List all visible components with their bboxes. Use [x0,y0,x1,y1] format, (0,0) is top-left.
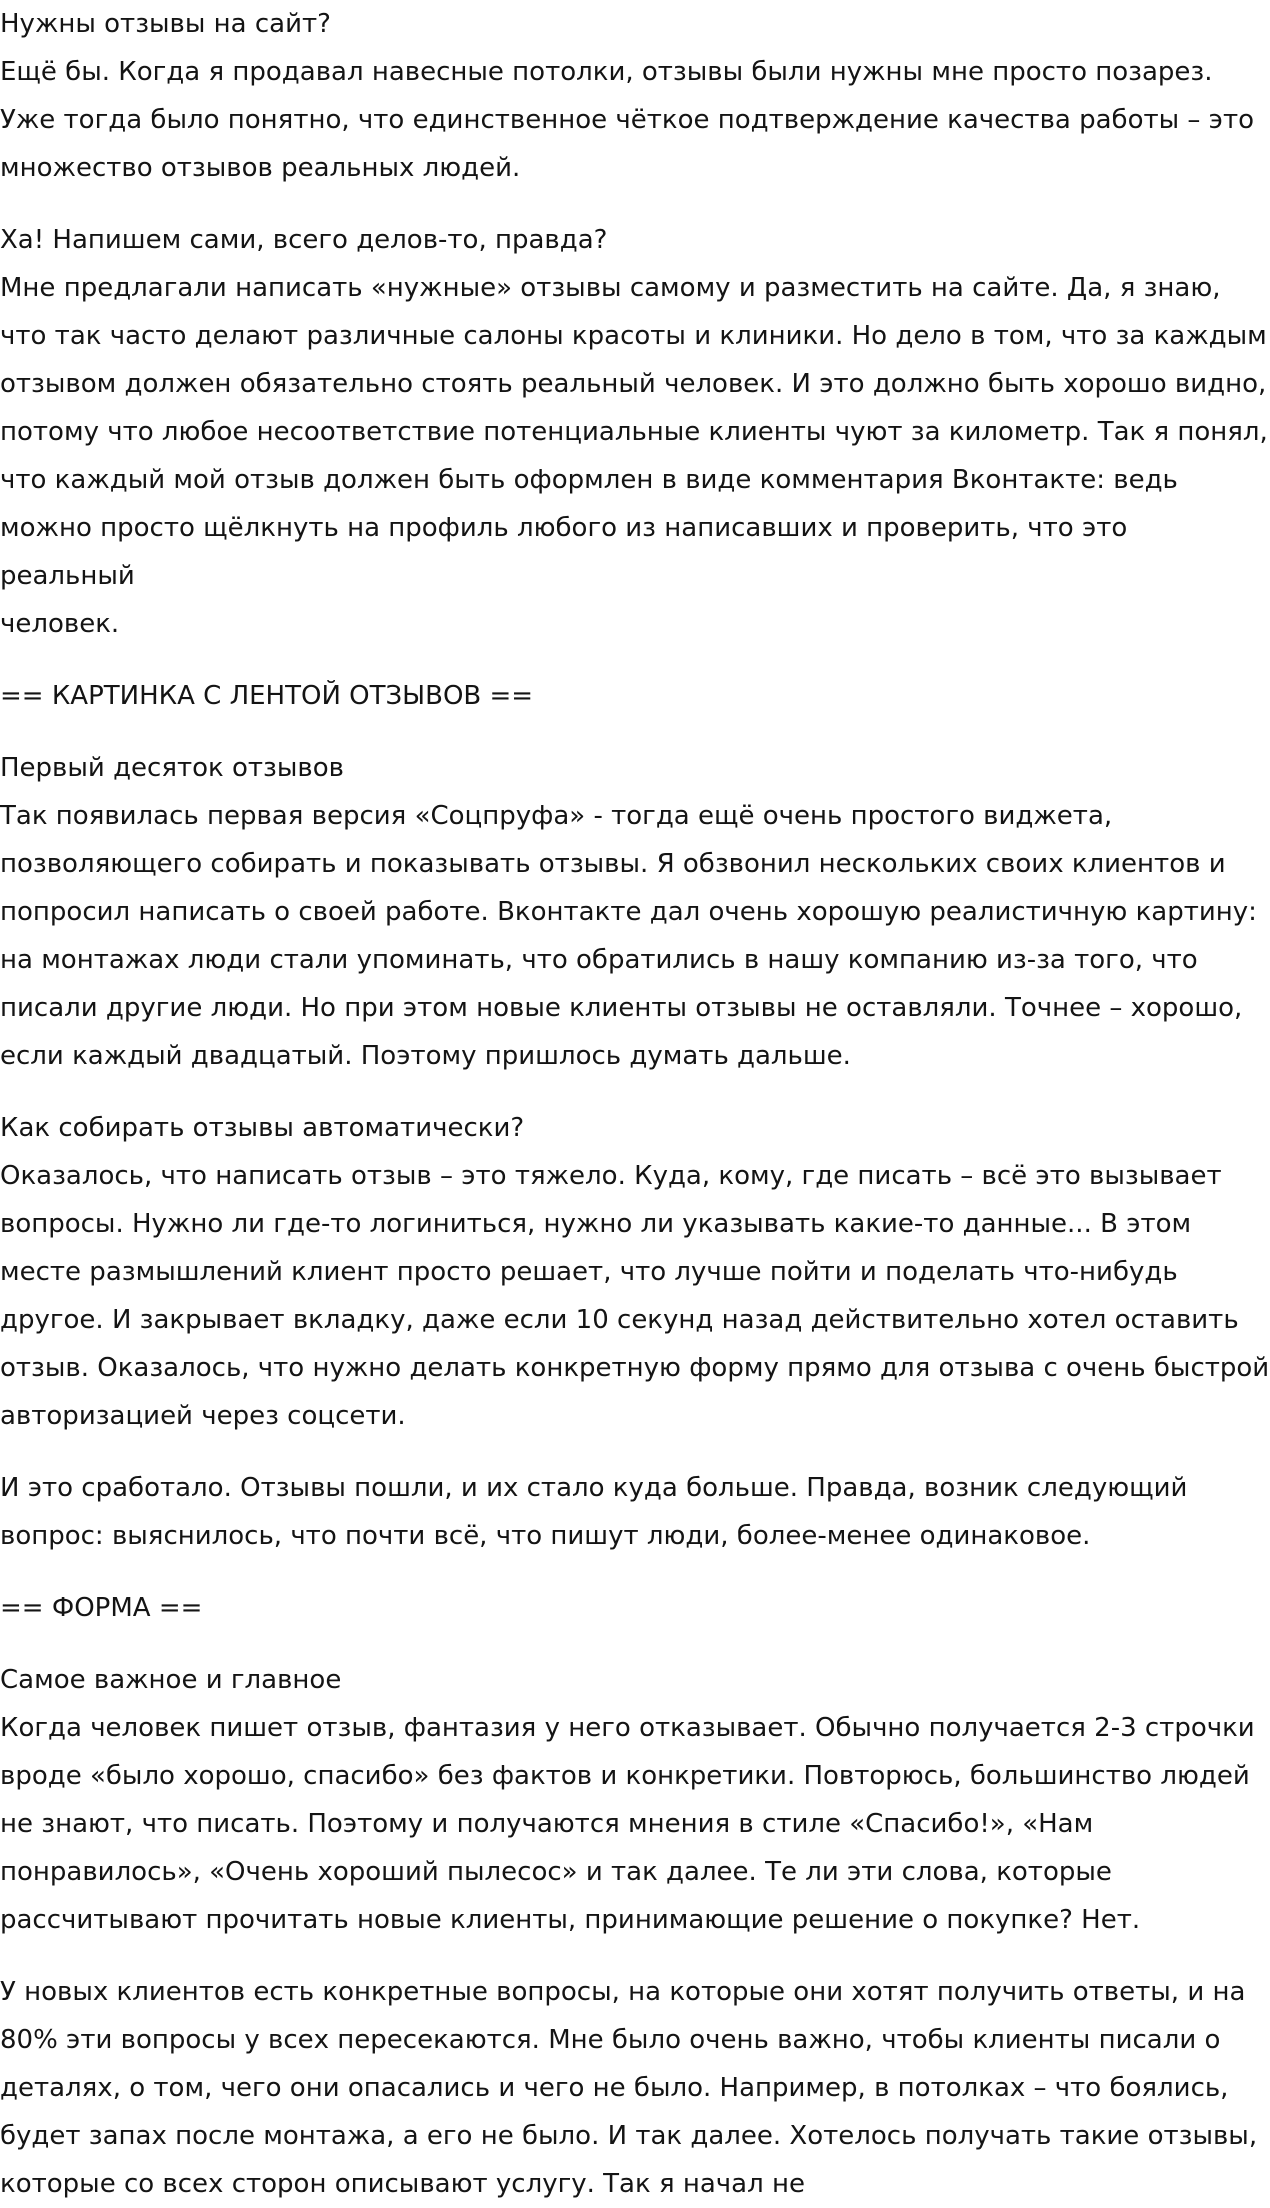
section-write-yourself [0,216,1270,648]
section-heading: Первый десяток отзывов [0,753,344,783]
paragraph-line: У новых клиентов есть конкретные вопросы, на которые они хотят получить ответы, и на [0,1977,1246,2007]
paragraph-line: что каждый мой отзыв должен быть оформлен в виде комментария Вконтакте: ведь [0,465,1178,495]
section-heading: Как собирать отзывы автоматически? [0,1113,525,1143]
paragraph-line: вопросы. Нужно ли где-то логиниться, нужно ли указывать какие-то данные... В этом [0,1209,1192,1239]
section-most-important [0,1656,1270,1944]
paragraph-line: авторизацией через соцсети. [0,1401,406,1431]
section-new-clients [0,1968,1270,2208]
paragraph-line: месте размышлений клиент просто решает, что лучше пойти и поделать что-нибудь [0,1257,1178,1287]
section-heading: Ха! Напишем сами, всего делов-то, правда? [0,225,608,255]
paragraph-line: потому что любое несоответствие потенциальные клиенты чуют за километр. Так я понял, [0,417,1268,447]
paragraph-line: вопрос: выяснилось, что почти всё, что пишут люди, более-менее одинаковое. [0,1521,1091,1551]
paragraph-line: Оказалось, что написать отзыв – это тяжело. Куда, кому, где писать – всё это вызывает [0,1161,1222,1191]
paragraph-line: отзыв. Оказалось, что нужно делать конкретную форму прямо для отзыва с очень быстрой [0,1353,1270,1383]
paragraph-line: позволяющего собирать и показывать отзывы. Я обзвонил нескольких своих клиентов и [0,849,1226,879]
image-placeholder-reviews-feed: == КАРТИНКА С ЛЕНТОЙ ОТЗЫВОВ == [0,681,534,711]
paragraph-line: Мне предлагали написать «нужные» отзывы самому и разместить на сайте. Да, я знаю, [0,273,1221,303]
paragraph-line: рассчитывают прочитать новые клиенты, принимающие решение о покупке? Нет. [0,1905,1141,1935]
paragraph-line: Так появилась первая версия «Соцпруфа» - тогда ещё очень простого виджета, [0,801,1113,831]
paragraph-line: можно просто щёлкнуть на профиль любого из написавших и проверить, что это реальный [0,513,1128,591]
paragraph-line: писали другие люди. Но при этом новые клиенты отзывы не оставляли. Точнее – хорошо, [0,993,1243,1023]
paragraph-line: что так часто делают различные салоны красоты и клиники. Но дело в том, что за каждым [0,321,1267,351]
image-placeholder-form: == ФОРМА == [0,1593,203,1623]
paragraph-line: будет запах после монтажа, а его не было. И так далее. Хотелось получать такие отзывы, [0,2121,1258,2151]
paragraph-line: не знают, что писать. Поэтому и получаются мнения в стиле «Спасибо!», «Нам [0,1809,1094,1839]
section-it-worked [0,1464,1270,1560]
paragraph-line: деталях, о том, чего они опасались и чего не было. Например, в потолках – что боялись, [0,2073,1229,2103]
paragraph-line: 80% эти вопросы у всех пересекаются. Мне было очень важно, чтобы клиенты писали о [0,2025,1221,2055]
paragraph-line: на монтажах люди стали упоминать, что обратились в нашу компанию из-за того, что [0,945,1198,975]
paragraph-line: Когда человек пишет отзыв, фантазия у него отказывает. Обычно получается 2-3 строчки [0,1713,1255,1743]
section-heading: Самое важное и главное [0,1665,342,1695]
paragraph-line: множество отзывов реальных людей. [0,153,521,183]
section-reviews-needed [0,0,1270,192]
paragraph-line: которые со всех сторон описывают услугу. Так я начал не [0,2169,805,2199]
paragraph-line: И это сработало. Отзывы пошли, и их стало куда больше. Правда, возник следующий [0,1473,1188,1503]
section-auto-collect [0,1104,1270,1440]
paragraph-line: если каждый двадцатый. Поэтому пришлось думать дальше. [0,1041,851,1071]
paragraph-line: попросил написать о своей работе. Вконтакте дал очень хорошую реалистичную картину: [0,897,1257,927]
section-first-reviews [0,744,1270,1080]
paragraph-line: вроде «было хорошо, спасибо» без фактов и конкретики. Повторюсь, большинство людей [0,1761,1250,1791]
paragraph-line: понравилось», «Очень хороший пылесос» и так далее. Те ли эти слова, которые [0,1857,1112,1887]
section-heading: Нужны отзывы на сайт? [0,9,331,39]
paragraph-line: Ещё бы. Когда я продавал навесные потолки, отзывы были нужны мне просто позарез. [0,57,1213,87]
paragraph-line: человек. [0,609,120,639]
paragraph-line: Уже тогда было понятно, что единственное чёткое подтверждение качества работы – это [0,105,1255,135]
paragraph-line: другое. И закрывает вкладку, даже если 10 секунд назад действительно хотел оставить [0,1305,1239,1335]
paragraph-line: отзывом должен обязательно стоять реальный человек. И это должно быть хорошо видно, [0,369,1267,399]
